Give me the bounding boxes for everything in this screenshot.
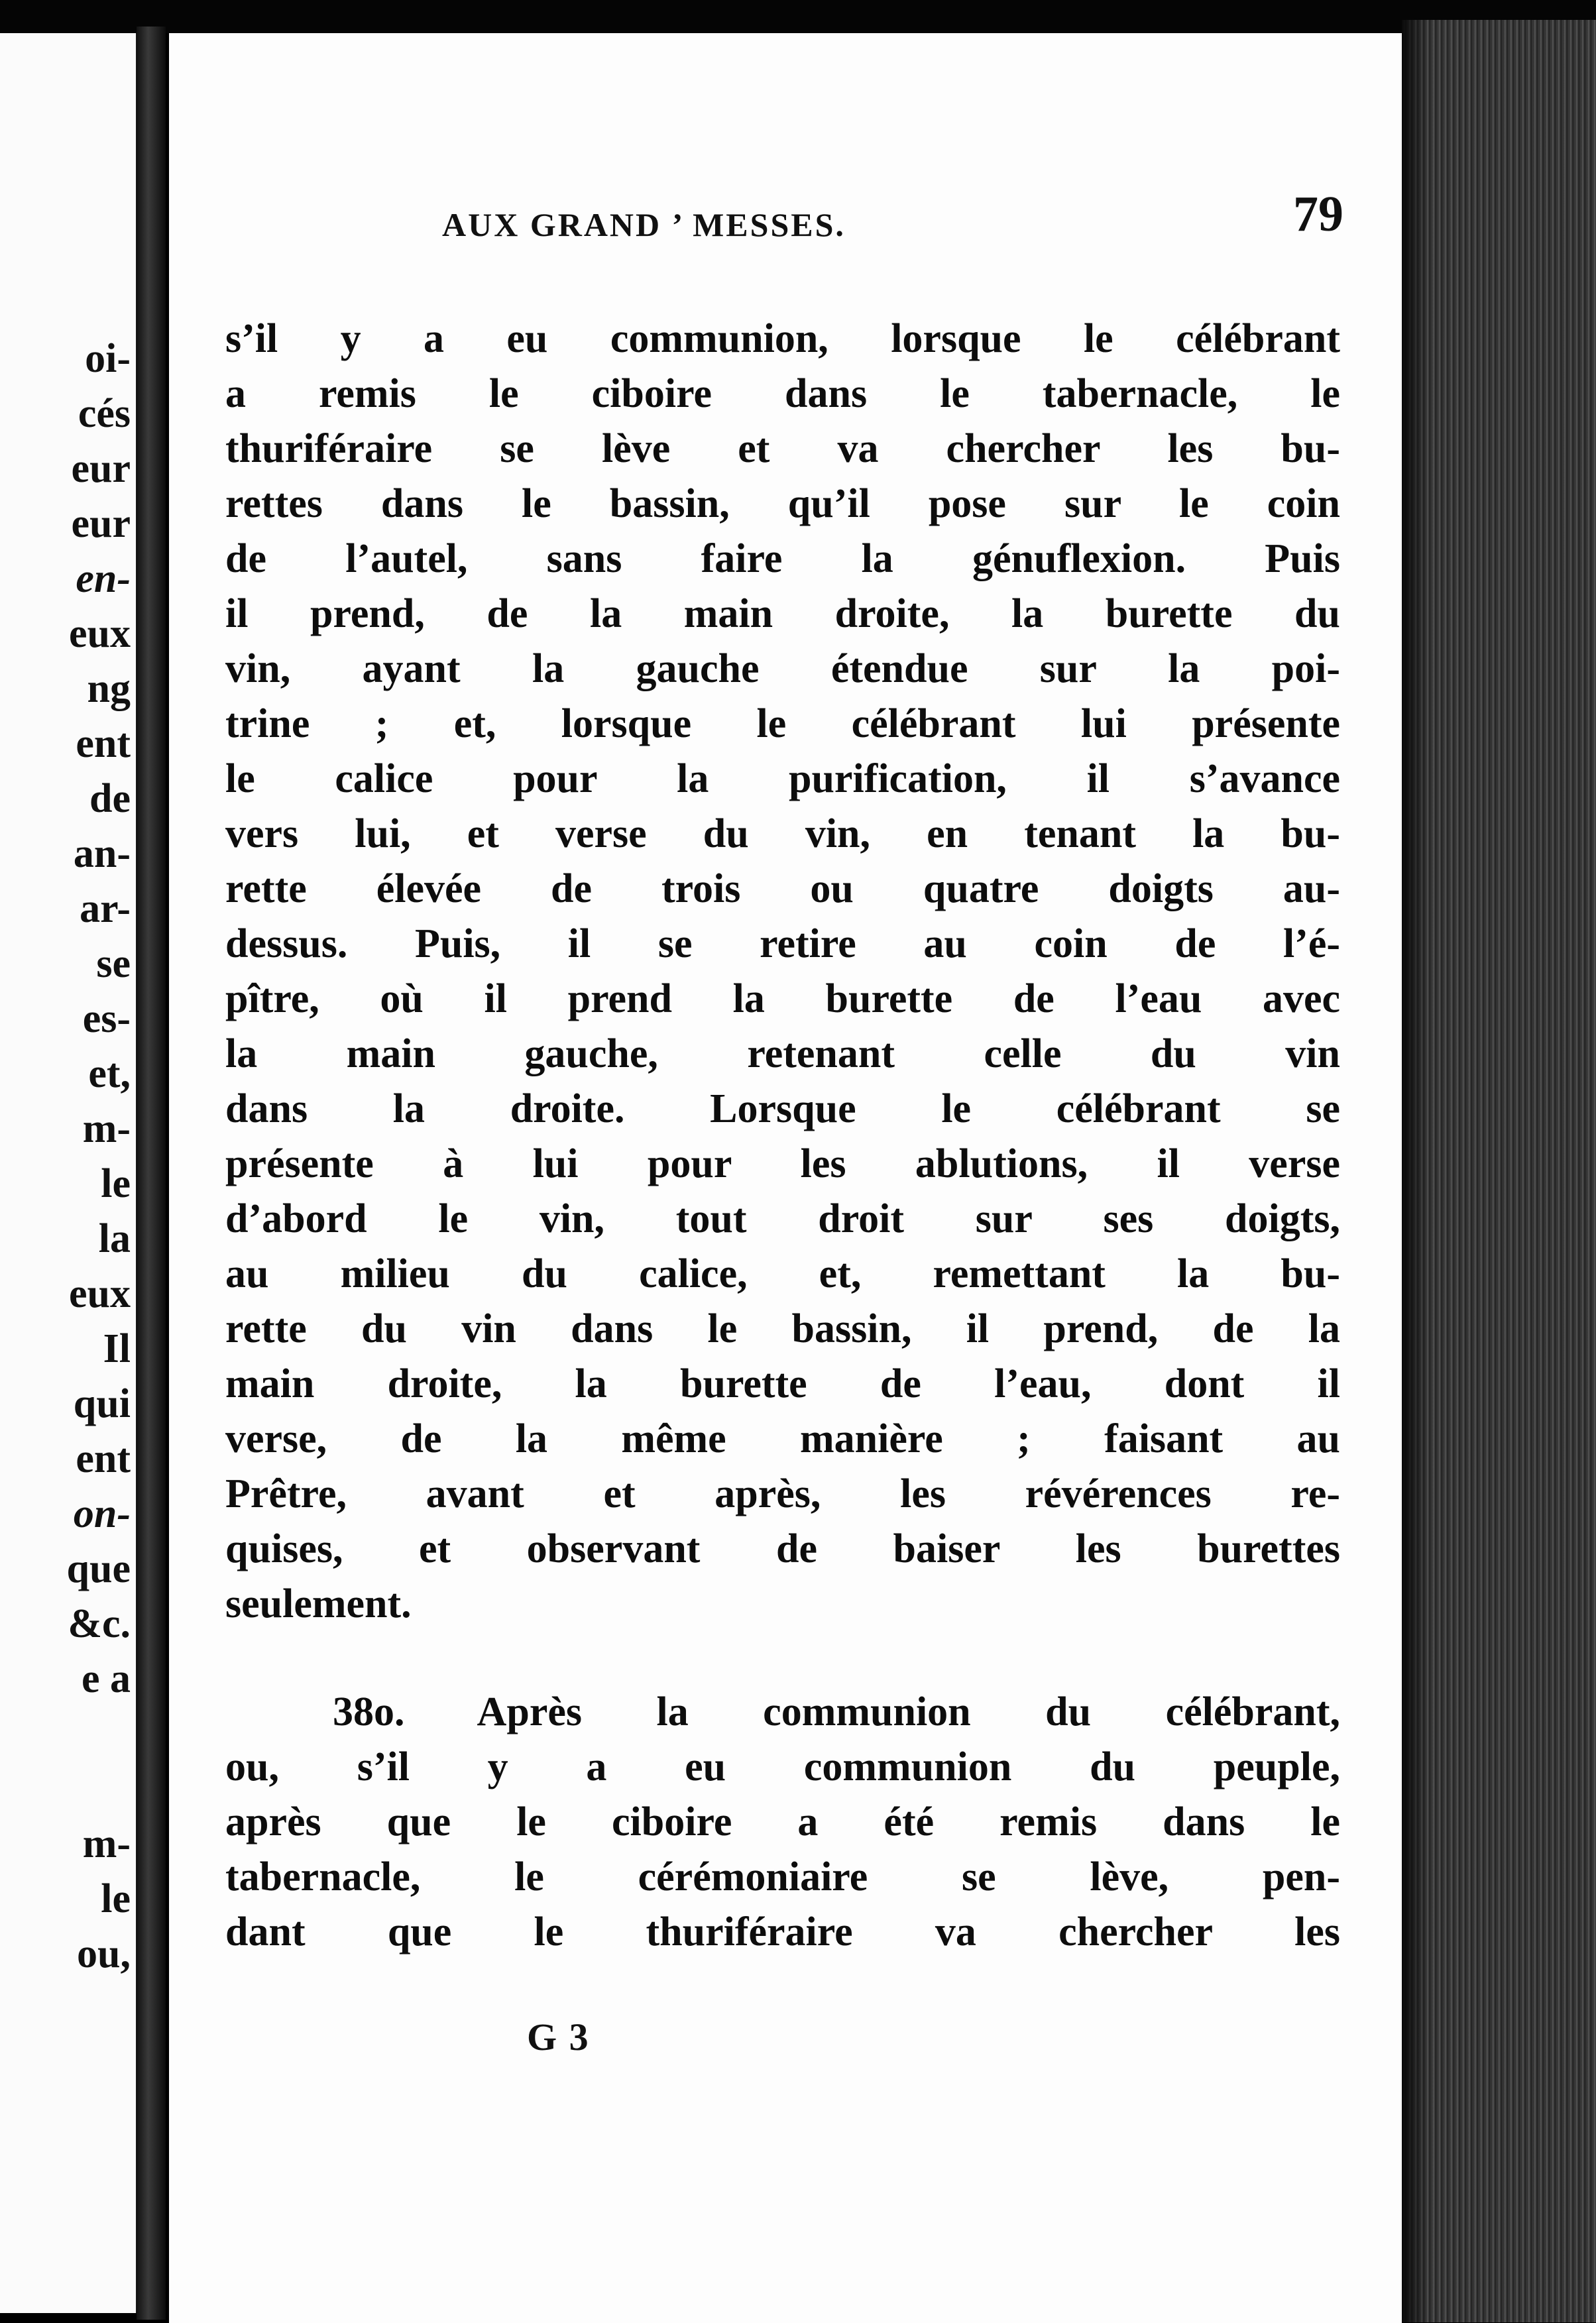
left-fragment: eur	[71, 446, 131, 491]
signature-mark: G 3	[527, 2015, 590, 2059]
paragraph-1	[225, 312, 1340, 1632]
running-head: AUX GRAND ’ MESSES.	[442, 206, 846, 243]
left-fragment: eux	[69, 611, 131, 656]
text-line: trine ; et, lorsque le célébrant lui présente	[225, 701, 1340, 746]
text-line: Prêtre, avant et après, les révérences re-	[225, 1471, 1340, 1516]
text-line: dans la droite. Lorsque le célébrant se	[225, 1086, 1340, 1131]
text-line: dant que le thuriféraire va chercher les	[225, 1909, 1340, 1955]
left-fragment-gap	[0, 1707, 136, 1817]
left-fragment: ent	[76, 721, 131, 766]
left-fragment: et,	[88, 1051, 131, 1096]
text-line: thuriféraire se lève et va chercher les bu-	[225, 426, 1340, 471]
paragraph-gap	[225, 1632, 1340, 1685]
left-fragment: es-	[82, 996, 131, 1041]
left-fragment: ou,	[77, 1931, 131, 1976]
body-text	[225, 312, 1340, 1960]
left-fragment: Il	[103, 1326, 131, 1371]
left-fragment: an-	[73, 831, 131, 876]
text-line: vin, ayant la gauche étendue sur la poi-	[225, 646, 1340, 691]
text-line: s’il y a eu communion, lorsque le célébrant	[225, 316, 1340, 361]
left-fragment: que	[66, 1546, 131, 1591]
left-fragment: m-	[82, 1821, 131, 1866]
left-fragment: ent	[76, 1436, 131, 1481]
left-fragment: on-	[73, 1491, 131, 1536]
text-line: tabernacle, le cérémoniaire se lève, pen-	[225, 1854, 1340, 1899]
text-line: seulement.	[225, 1581, 412, 1626]
text-line: rette élevée de trois ou quatre doigts au-	[225, 866, 1340, 911]
book-edge-shadow	[1402, 20, 1428, 2322]
text-line: dessus. Puis, il se retire au coin de l’é-	[225, 921, 1340, 966]
left-fragment: cés	[78, 391, 131, 436]
left-fragment: en-	[76, 556, 131, 601]
text-line: main droite, la burette de l’eau, dont il	[225, 1361, 1340, 1406]
text-line: 38o. Après la communion du célébrant,	[333, 1689, 1340, 1734]
text-line: d’abord le vin, tout droit sur ses doigts,	[225, 1196, 1340, 1241]
text-line: quises, et observant de baiser les burettes	[225, 1526, 1340, 1571]
text-line: vers lui, et verse du vin, en tenant la bu-	[225, 811, 1340, 856]
text-line: ou, s’il y a eu communion du peuple,	[225, 1744, 1340, 1789]
text-line: la main gauche, retenant celle du vin	[225, 1031, 1340, 1076]
left-fragment: eux	[69, 1271, 131, 1316]
left-fragment: le	[101, 1876, 131, 1921]
paragraph-2	[225, 1685, 1340, 1960]
text-line: rettes dans le bassin, qu’il pose sur le coin	[225, 481, 1340, 526]
page-header	[442, 179, 1343, 252]
left-fragment: m-	[82, 1106, 131, 1151]
text-line: présente à lui pour les ablutions, il verse	[225, 1141, 1340, 1186]
left-fragment: se	[96, 941, 131, 986]
text-line: le calice pour la purification, il s’avance	[225, 756, 1340, 801]
text-line: pître, où il prend la burette de l’eau avec	[225, 976, 1340, 1021]
text-line: a remis le ciboire dans le tabernacle, le	[225, 371, 1340, 416]
scan-top-border	[0, 0, 1596, 33]
text-line: verse, de la même manière ; faisant au	[225, 1416, 1340, 1461]
text-line: il prend, de la main droite, la burette du	[225, 591, 1340, 636]
left-page	[0, 33, 145, 2313]
book-edge	[1402, 20, 1596, 2322]
book-page	[169, 33, 1402, 2323]
left-page-fragments	[0, 331, 136, 1982]
text-line: après que le ciboire a été remis dans le	[225, 1799, 1340, 1844]
text-line: de l’autel, sans faire la génuflexion. Puis	[225, 536, 1340, 581]
left-fragment: la	[98, 1216, 131, 1261]
left-fragment: ar-	[80, 886, 131, 931]
page-number: 79	[1293, 186, 1343, 242]
left-fragment: e a	[81, 1656, 131, 1701]
left-fragment: le	[101, 1161, 131, 1206]
text-line: rette du vin dans le bassin, il prend, de la	[225, 1306, 1340, 1351]
left-fragment: de	[89, 776, 131, 821]
left-fragment: &c.	[68, 1601, 131, 1646]
left-fragment: qui	[73, 1381, 131, 1426]
left-fragment: oi-	[85, 336, 131, 381]
left-fragment: ng	[87, 666, 131, 711]
book-gutter	[137, 27, 166, 2320]
left-fragment: eur	[71, 501, 131, 546]
text-line: au milieu du calice, et, remettant la bu-	[225, 1251, 1340, 1296]
